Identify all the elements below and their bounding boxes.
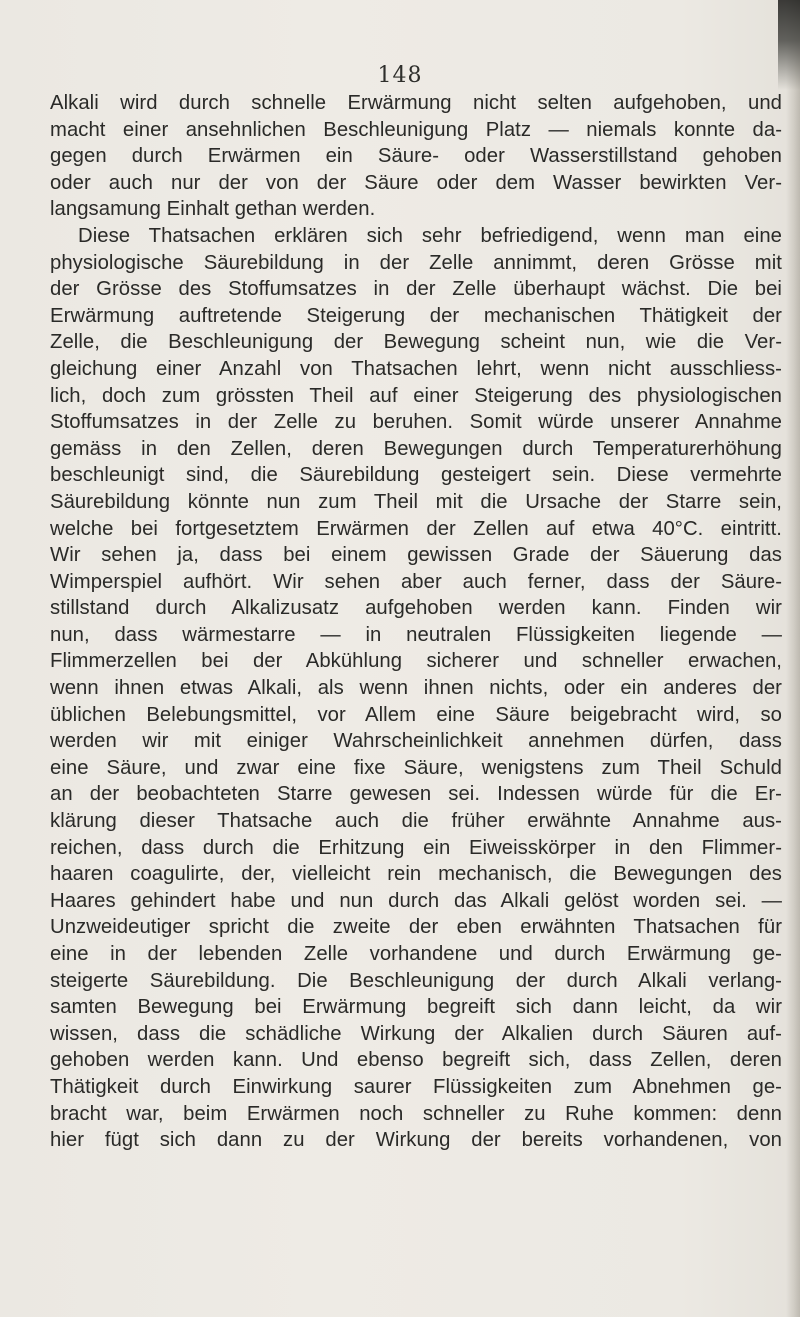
- text-line: wenn ihnen etwas Alkali, als wenn ihnen nichts, oder ein anderes der: [50, 677, 782, 700]
- text-line: gemäss in den Zellen, deren Bewegungen durch Temperaturerhöhung: [50, 437, 782, 460]
- text-line: oder auch nur der von der Säure oder dem Wasser bewirkten Ver-: [50, 171, 782, 194]
- text-line: reichen, dass durch die Erhitzung ein Eiweisskörper in den Flimmer-: [50, 836, 782, 859]
- text-line: lich, doch zum grössten Theil auf einer Steigerung des physiologischen: [50, 384, 782, 407]
- text-line: der Grösse des Stoffumsatzes in der Zelle überhaupt wächst. Die bei: [50, 278, 782, 301]
- text-line: gehoben werden kann. Und ebenso begreift sich, dass Zellen, deren: [50, 1049, 782, 1072]
- text-line: beschleunigt sind, die Säurebildung gesteigert sein. Diese vermehrte: [50, 464, 782, 487]
- page-edge: [786, 0, 800, 1317]
- text-line: steigerte Säurebildung. Die Beschleunigung der durch Alkali verlang-: [50, 969, 782, 992]
- text-line: gegen durch Erwärmen ein Säure- oder Wasserstillstand gehoben: [50, 145, 782, 168]
- text-line: hier fügt sich dann zu der Wirkung der bereits vorhandenen, von: [50, 1129, 782, 1152]
- text-line: Wimperspiel aufhört. Wir sehen aber auch ferner, dass der Säure-: [50, 570, 782, 593]
- text-line: gleichung einer Anzahl von Thatsachen lehrt, wenn nicht ausschliess-: [50, 357, 782, 380]
- text-line: klärung dieser Thatsache auch die früher erwähnte Annahme aus-: [50, 810, 782, 833]
- text-line: haaren coagulirte, der, vielleicht rein mechanisch, die Bewegungen des: [50, 863, 782, 886]
- text-line: Thätigkeit durch Einwirkung saurer Flüssigkeiten zum Abnehmen ge-: [50, 1075, 782, 1098]
- text-line: Wir sehen ja, dass bei einem gewissen Grade der Säuerung das: [50, 544, 782, 567]
- text-line: wissen, dass die schädliche Wirkung der Alkalien durch Säuren auf-: [50, 1022, 782, 1045]
- text-line: Unzweideutiger spricht die zweite der eben erwähnten Thatsachen für: [50, 916, 782, 939]
- text-line: Zelle, die Beschleunigung der Bewegung scheint nun, wie die Ver-: [50, 331, 782, 354]
- text-line: werden wir mit einiger Wahrscheinlichkeit annehmen dürfen, dass: [50, 730, 782, 753]
- text-line: Diese Thatsachen erklären sich sehr befriedigend, wenn man eine: [78, 224, 782, 247]
- text-line: Flimmerzellen bei der Abkühlung sicherer und schneller erwachen,: [50, 650, 782, 673]
- text-line: bracht war, beim Erwärmen noch schneller zu Ruhe kommen: denn: [50, 1102, 782, 1125]
- text-line: langsamung Einhalt gethan werden.: [50, 198, 376, 221]
- text-line: eine Säure, und zwar eine fixe Säure, wenigstens zum Theil Schuld: [50, 756, 782, 779]
- text-line: Stoffumsatzes in der Zelle zu beruhen. Somit würde unserer Annahme: [50, 411, 782, 434]
- text-line: macht einer ansehnlichen Beschleunigung Platz — niemals konnte da-: [50, 118, 782, 141]
- text-line: samten Bewegung bei Erwärmung begreift sich dann leicht, da wir: [50, 996, 782, 1019]
- page-number: 148: [377, 63, 423, 88]
- text-line: Säurebildung könnte nun zum Theil mit die Ursache der Starre sein,: [50, 490, 782, 513]
- text-line: Haares gehindert habe und nun durch das Alkali gelöst worden sei. —: [50, 889, 782, 912]
- body-text: [50, 90, 782, 1154]
- text-line: Erwärmung auftretende Steigerung der mechanischen Thätigkeit der: [50, 304, 782, 327]
- text-line: Alkali wird durch schnelle Erwärmung nicht selten aufgehoben, und: [50, 92, 782, 114]
- text-line: an der beobachteten Starre gewesen sei. Indessen würde für die Er-: [50, 783, 782, 806]
- text-line: welche bei fortgesetztem Erwärmen der Zellen auf etwa 40°C. eintritt.: [50, 517, 782, 540]
- text-line: eine in der lebenden Zelle vorhandene und durch Erwärmung ge-: [50, 943, 782, 965]
- text-line: stillstand durch Alkalizusatz aufgehoben werden kann. Finden wir: [50, 597, 782, 620]
- text-line: physiologische Säurebildung in der Zelle annimmt, deren Grösse mit: [50, 251, 782, 274]
- text-line: üblichen Belebungsmittel, vor Allem eine Säure beigebracht wird, so: [50, 703, 782, 726]
- text-line: nun, dass wärmestarre — in neutralen Flüssigkeiten liegende —: [50, 623, 782, 646]
